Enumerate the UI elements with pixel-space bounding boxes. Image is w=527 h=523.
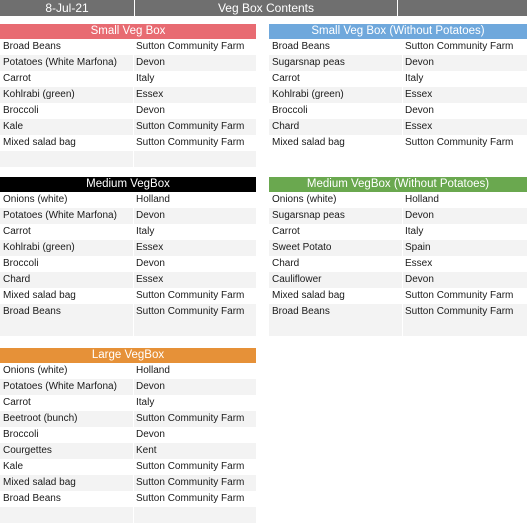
column-divider: [402, 135, 403, 151]
table-row[interactable]: [269, 135, 527, 151]
column-divider: [133, 256, 134, 272]
table-row[interactable]: [0, 272, 256, 288]
date-cell[interactable]: 8-Jul-21: [0, 0, 135, 16]
small-veg-box-no-potatoes-rows: [269, 39, 527, 151]
column-divider: [133, 427, 134, 443]
column-divider: [402, 119, 403, 135]
column-divider: [133, 304, 134, 320]
item-cell[interactable]: Carrot: [3, 397, 31, 408]
item-cell[interactable]: Kale: [3, 121, 24, 132]
origin-cell[interactable]: Italy: [405, 73, 424, 84]
column-divider: [133, 103, 134, 119]
table-row[interactable]: [269, 39, 527, 55]
item-cell[interactable]: Courgettes: [3, 445, 52, 456]
item-cell[interactable]: Broad Beans: [3, 493, 61, 504]
origin-cell[interactable]: Devon: [136, 258, 165, 269]
medium-vegbox-no-potatoes-rows: [269, 192, 527, 336]
column-divider: [402, 103, 403, 119]
column-divider: [402, 208, 403, 224]
table-row[interactable]: [269, 240, 527, 256]
table-row[interactable]: [0, 39, 256, 55]
item-cell[interactable]: Broccoli: [3, 105, 39, 116]
table-row[interactable]: [0, 491, 256, 507]
item-cell[interactable]: Mixed salad bag: [3, 137, 76, 148]
origin-cell[interactable]: Holland: [405, 194, 439, 205]
column-divider: [133, 151, 134, 167]
item-cell[interactable]: Sugarsnap peas: [272, 210, 345, 221]
column-divider: [133, 459, 134, 475]
origin-cell[interactable]: Sutton Community Farm: [136, 121, 245, 132]
column-divider: [402, 39, 403, 55]
origin-cell[interactable]: Essex: [136, 242, 164, 253]
origin-cell[interactable]: Italy: [136, 73, 155, 84]
column-divider: [402, 304, 403, 320]
small-veg-box-no-potatoes-table: [269, 24, 527, 151]
medium-vegbox-table: [0, 177, 256, 336]
table-row[interactable]: [0, 208, 256, 224]
origin-cell[interactable]: Sutton Community Farm: [136, 290, 245, 301]
table-row[interactable]: [0, 379, 256, 395]
table-row[interactable]: [0, 475, 256, 491]
column-divider: [133, 135, 134, 151]
table-row[interactable]: [269, 192, 527, 208]
item-cell[interactable]: Carrot: [272, 226, 300, 237]
origin-cell[interactable]: Holland: [136, 365, 170, 376]
column-divider: [133, 411, 134, 427]
column-divider: [133, 224, 134, 240]
item-cell[interactable]: Chard: [3, 274, 31, 285]
origin-cell[interactable]: Sutton Community Farm: [136, 461, 245, 472]
item-cell[interactable]: Potatoes (White Marfona): [3, 57, 117, 68]
large-vegbox-title: Large VegBox: [0, 348, 256, 363]
item-cell[interactable]: Carrot: [272, 73, 300, 84]
column-divider: [402, 240, 403, 256]
item-cell[interactable]: Broad Beans: [272, 41, 330, 52]
item-cell[interactable]: Carrot: [3, 73, 31, 84]
table-row[interactable]: [269, 87, 527, 103]
column-divider: [133, 71, 134, 87]
table-row[interactable]: [0, 427, 256, 443]
table-row[interactable]: [0, 363, 256, 379]
column-divider: [133, 288, 134, 304]
item-cell[interactable]: Kohlrabi (green): [272, 89, 344, 100]
column-divider: [402, 272, 403, 288]
column-divider: [402, 55, 403, 71]
origin-cell[interactable]: Sutton Community Farm: [136, 493, 245, 504]
column-divider: [133, 320, 134, 336]
column-divider: [133, 363, 134, 379]
table-row[interactable]: [0, 395, 256, 411]
origin-cell[interactable]: Essex: [136, 89, 164, 100]
small-veg-box-title: Small Veg Box: [0, 24, 256, 39]
medium-vegbox-no-potatoes-table: [269, 177, 527, 336]
column-divider: [133, 55, 134, 71]
header-empty-cell[interactable]: [398, 0, 527, 16]
item-cell[interactable]: Mixed salad bag: [3, 477, 76, 488]
item-cell[interactable]: Broad Beans: [3, 41, 61, 52]
item-cell[interactable]: Broad Beans: [272, 306, 330, 317]
column-divider: [133, 208, 134, 224]
origin-cell[interactable]: Sutton Community Farm: [136, 137, 245, 148]
origin-cell[interactable]: Essex: [136, 274, 164, 285]
table-row[interactable]: [0, 443, 256, 459]
column-divider: [133, 475, 134, 491]
item-cell[interactable]: Mixed salad bag: [272, 137, 345, 148]
origin-cell[interactable]: Essex: [405, 258, 433, 269]
origin-cell[interactable]: Sutton Community Farm: [405, 306, 514, 317]
large-vegbox-table: [0, 348, 256, 523]
item-cell[interactable]: Sugarsnap peas: [272, 57, 345, 68]
table-row[interactable]: [0, 459, 256, 475]
item-cell[interactable]: Sweet Potato: [272, 242, 332, 253]
table-row[interactable]: [269, 288, 527, 304]
column-divider: [133, 240, 134, 256]
table-row[interactable]: [0, 224, 256, 240]
empty-row[interactable]: [0, 507, 256, 523]
table-row[interactable]: [0, 304, 256, 320]
table-row[interactable]: [0, 71, 256, 87]
column-divider: [133, 119, 134, 135]
origin-cell[interactable]: Italy: [136, 397, 155, 408]
table-row[interactable]: [0, 55, 256, 71]
column-divider: [402, 87, 403, 103]
item-cell[interactable]: Broad Beans: [3, 306, 61, 317]
medium-vegbox-rows: [0, 192, 256, 336]
item-cell[interactable]: Potatoes (White Marfona): [3, 210, 117, 221]
small-veg-box-no-potatoes-title: Small Veg Box (Without Potatoes): [269, 24, 527, 39]
origin-cell[interactable]: Devon: [405, 57, 434, 68]
table-row[interactable]: [269, 55, 527, 71]
medium-vegbox-no-potatoes-title: Medium VegBox (Without Potatoes): [269, 177, 527, 192]
item-cell[interactable]: Onions (white): [3, 194, 68, 205]
column-divider: [402, 192, 403, 208]
table-row[interactable]: [269, 304, 527, 320]
origin-cell[interactable]: Devon: [136, 381, 165, 392]
column-divider: [402, 224, 403, 240]
item-cell[interactable]: Broccoli: [3, 429, 39, 440]
item-cell[interactable]: Onions (white): [272, 194, 337, 205]
column-divider: [133, 395, 134, 411]
table-row[interactable]: [269, 224, 527, 240]
table-row[interactable]: [269, 256, 527, 272]
empty-row[interactable]: [0, 151, 256, 167]
origin-cell[interactable]: Devon: [136, 429, 165, 440]
origin-cell[interactable]: Sutton Community Farm: [405, 41, 514, 52]
table-row[interactable]: [0, 87, 256, 103]
origin-cell[interactable]: Devon: [136, 105, 165, 116]
item-cell[interactable]: Chard: [272, 258, 300, 269]
small-veg-box-table: [0, 24, 256, 167]
origin-cell[interactable]: Sutton Community Farm: [136, 306, 245, 317]
table-row[interactable]: [0, 192, 256, 208]
sheet-title-cell[interactable]: Veg Box Contents: [135, 0, 398, 16]
table-row[interactable]: [269, 103, 527, 119]
item-cell[interactable]: Mixed salad bag: [272, 290, 345, 301]
item-cell[interactable]: Potatoes (White Marfona): [3, 381, 117, 392]
origin-cell[interactable]: Essex: [405, 89, 433, 100]
table-row[interactable]: [0, 411, 256, 427]
column-divider: [402, 288, 403, 304]
table-row[interactable]: [269, 208, 527, 224]
column-divider: [133, 272, 134, 288]
item-cell[interactable]: Mixed salad bag: [3, 290, 76, 301]
table-row[interactable]: [0, 256, 256, 272]
origin-cell[interactable]: Sutton Community Farm: [405, 137, 514, 148]
column-divider: [402, 256, 403, 272]
table-row[interactable]: [0, 103, 256, 119]
origin-cell[interactable]: Devon: [136, 57, 165, 68]
origin-cell[interactable]: Italy: [405, 226, 424, 237]
item-cell[interactable]: Kale: [3, 461, 24, 472]
column-divider: [133, 507, 134, 523]
small-veg-box-rows: [0, 39, 256, 167]
item-cell[interactable]: Cauliflower: [272, 274, 322, 285]
large-vegbox-rows: [0, 363, 256, 523]
origin-cell[interactable]: Devon: [405, 274, 434, 285]
empty-row[interactable]: [0, 320, 256, 336]
column-divider: [133, 192, 134, 208]
origin-cell[interactable]: Sutton Community Farm: [136, 477, 245, 488]
origin-cell[interactable]: Italy: [136, 226, 155, 237]
table-row[interactable]: [269, 272, 527, 288]
column-divider: [133, 379, 134, 395]
origin-cell[interactable]: Sutton Community Farm: [136, 413, 245, 424]
empty-row[interactable]: [269, 320, 527, 336]
column-divider: [133, 491, 134, 507]
table-row[interactable]: [0, 135, 256, 151]
item-cell[interactable]: Beetroot (bunch): [3, 413, 78, 424]
origin-cell[interactable]: Sutton Community Farm: [405, 290, 514, 301]
origin-cell[interactable]: Holland: [136, 194, 170, 205]
table-row[interactable]: [269, 71, 527, 87]
table-row[interactable]: [0, 119, 256, 135]
origin-cell[interactable]: Kent: [136, 445, 157, 456]
item-cell[interactable]: Kohlrabi (green): [3, 242, 75, 253]
origin-cell[interactable]: Devon: [405, 105, 434, 116]
item-cell[interactable]: Broccoli: [272, 105, 308, 116]
column-divider: [133, 87, 134, 103]
origin-cell[interactable]: Devon: [405, 210, 434, 221]
item-cell[interactable]: Broccoli: [3, 258, 39, 269]
column-divider: [133, 39, 134, 55]
column-divider: [402, 71, 403, 87]
column-divider: [402, 320, 403, 336]
item-cell[interactable]: Onions (white): [3, 365, 68, 376]
column-divider: [133, 443, 134, 459]
origin-cell[interactable]: Essex: [405, 121, 433, 132]
origin-cell[interactable]: Spain: [405, 242, 431, 253]
table-row[interactable]: [269, 119, 527, 135]
table-row[interactable]: [0, 288, 256, 304]
item-cell[interactable]: Kohlrabi (green): [3, 89, 75, 100]
item-cell[interactable]: Carrot: [3, 226, 31, 237]
table-row[interactable]: [0, 240, 256, 256]
origin-cell[interactable]: Sutton Community Farm: [136, 41, 245, 52]
item-cell[interactable]: Chard: [272, 121, 300, 132]
medium-vegbox-title: Medium VegBox: [0, 177, 256, 192]
origin-cell[interactable]: Devon: [136, 210, 165, 221]
sheet-header-bar: [0, 0, 527, 16]
